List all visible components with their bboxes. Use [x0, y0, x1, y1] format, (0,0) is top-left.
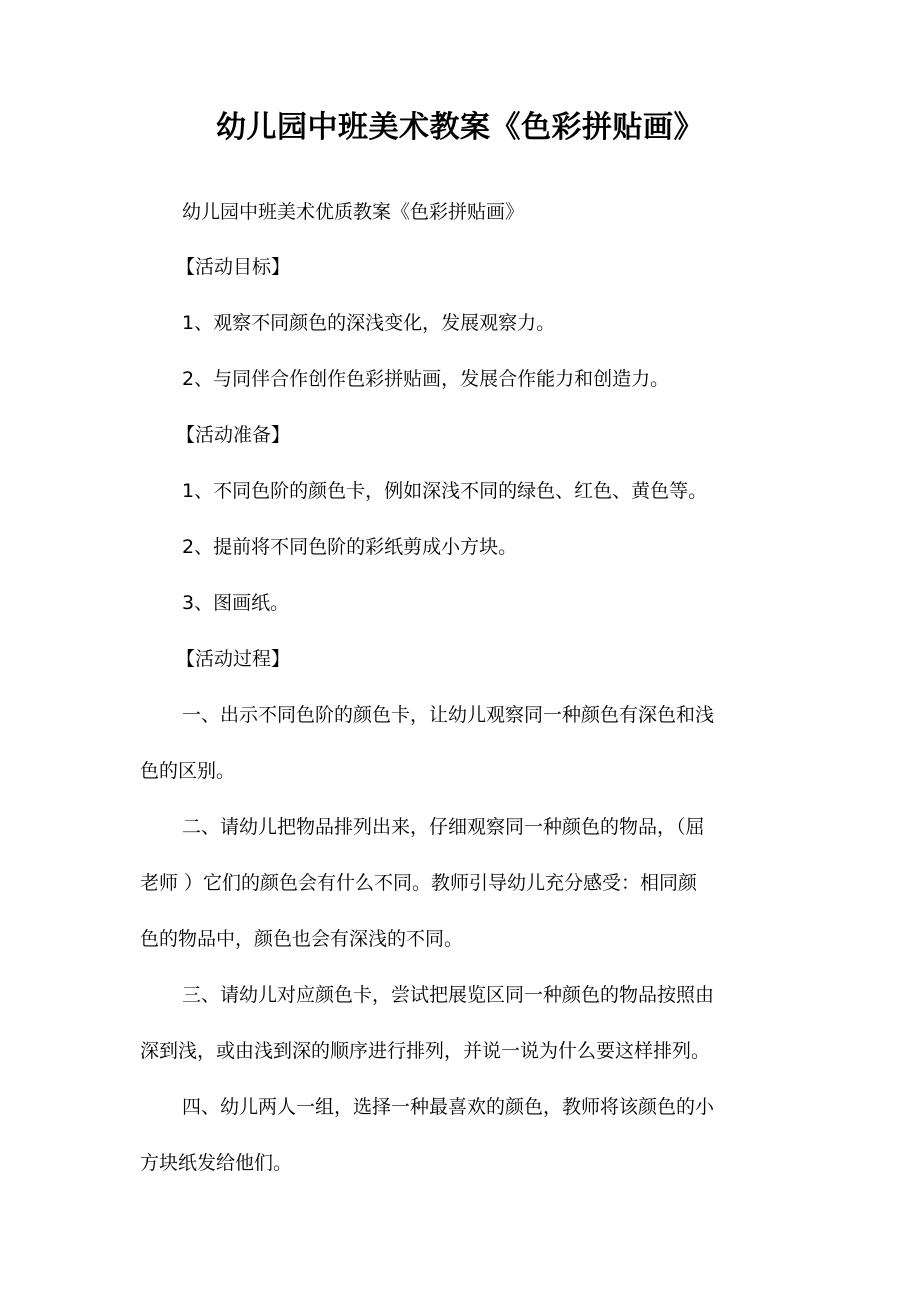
process-step-2-line-2: 老师 ）它们的颜色会有什么不同。教师引导幼儿充分感受：相同颜 — [140, 872, 698, 894]
process-step-3-line-1: 三、请幼儿对应颜色卡，尝试把展览区同一种颜色的物品按照由 — [182, 984, 715, 1006]
section-heading-process: 【活动过程】 — [176, 648, 291, 670]
process-step-1-line-2: 色的区别。 — [140, 760, 236, 782]
process-step-4-line-2: 方块纸发给他们。 — [140, 1152, 293, 1174]
document-title: 幼儿园中班美术教案《色彩拼贴画》 — [216, 110, 704, 145]
preparation-item-3: 3、图画纸。 — [182, 592, 290, 614]
section-heading-goals: 【活动目标】 — [176, 256, 291, 278]
preparation-item-1: 1、不同色阶的颜色卡，例如深浅不同的绿色、红色、黄色等。 — [182, 480, 708, 502]
preparation-item-2: 2、提前将不同色阶的彩纸剪成小方块。 — [182, 536, 518, 558]
process-step-2-line-1: 二、请幼儿把物品排列出来，仔细观察同一种颜色的物品，（屈 — [182, 816, 705, 838]
process-step-4-line-1: 四、幼儿两人一组，选择一种最喜欢的颜色，教师将该颜色的小 — [182, 1096, 715, 1118]
process-step-1-line-1: 一、出示不同色阶的颜色卡，让幼儿观察同一种颜色有深色和浅 — [182, 704, 715, 726]
goal-item-2: 2、与同伴合作创作色彩拼贴画，发展合作能力和创造力。 — [182, 368, 670, 390]
section-heading-preparation: 【活动准备】 — [176, 424, 291, 446]
document-subtitle: 幼儿园中班美术优质教案《色彩拼贴画》 — [182, 201, 525, 223]
process-step-3-line-2: 深到浅，或由浅到深的顺序进行排列，并说一说为什么要这样排列。 — [140, 1040, 711, 1062]
goal-item-1: 1、观察不同颜色的深浅变化，发展观察力。 — [182, 312, 556, 334]
process-step-2-line-3: 色的物品中，颜色也会有深浅的不同。 — [140, 928, 464, 950]
